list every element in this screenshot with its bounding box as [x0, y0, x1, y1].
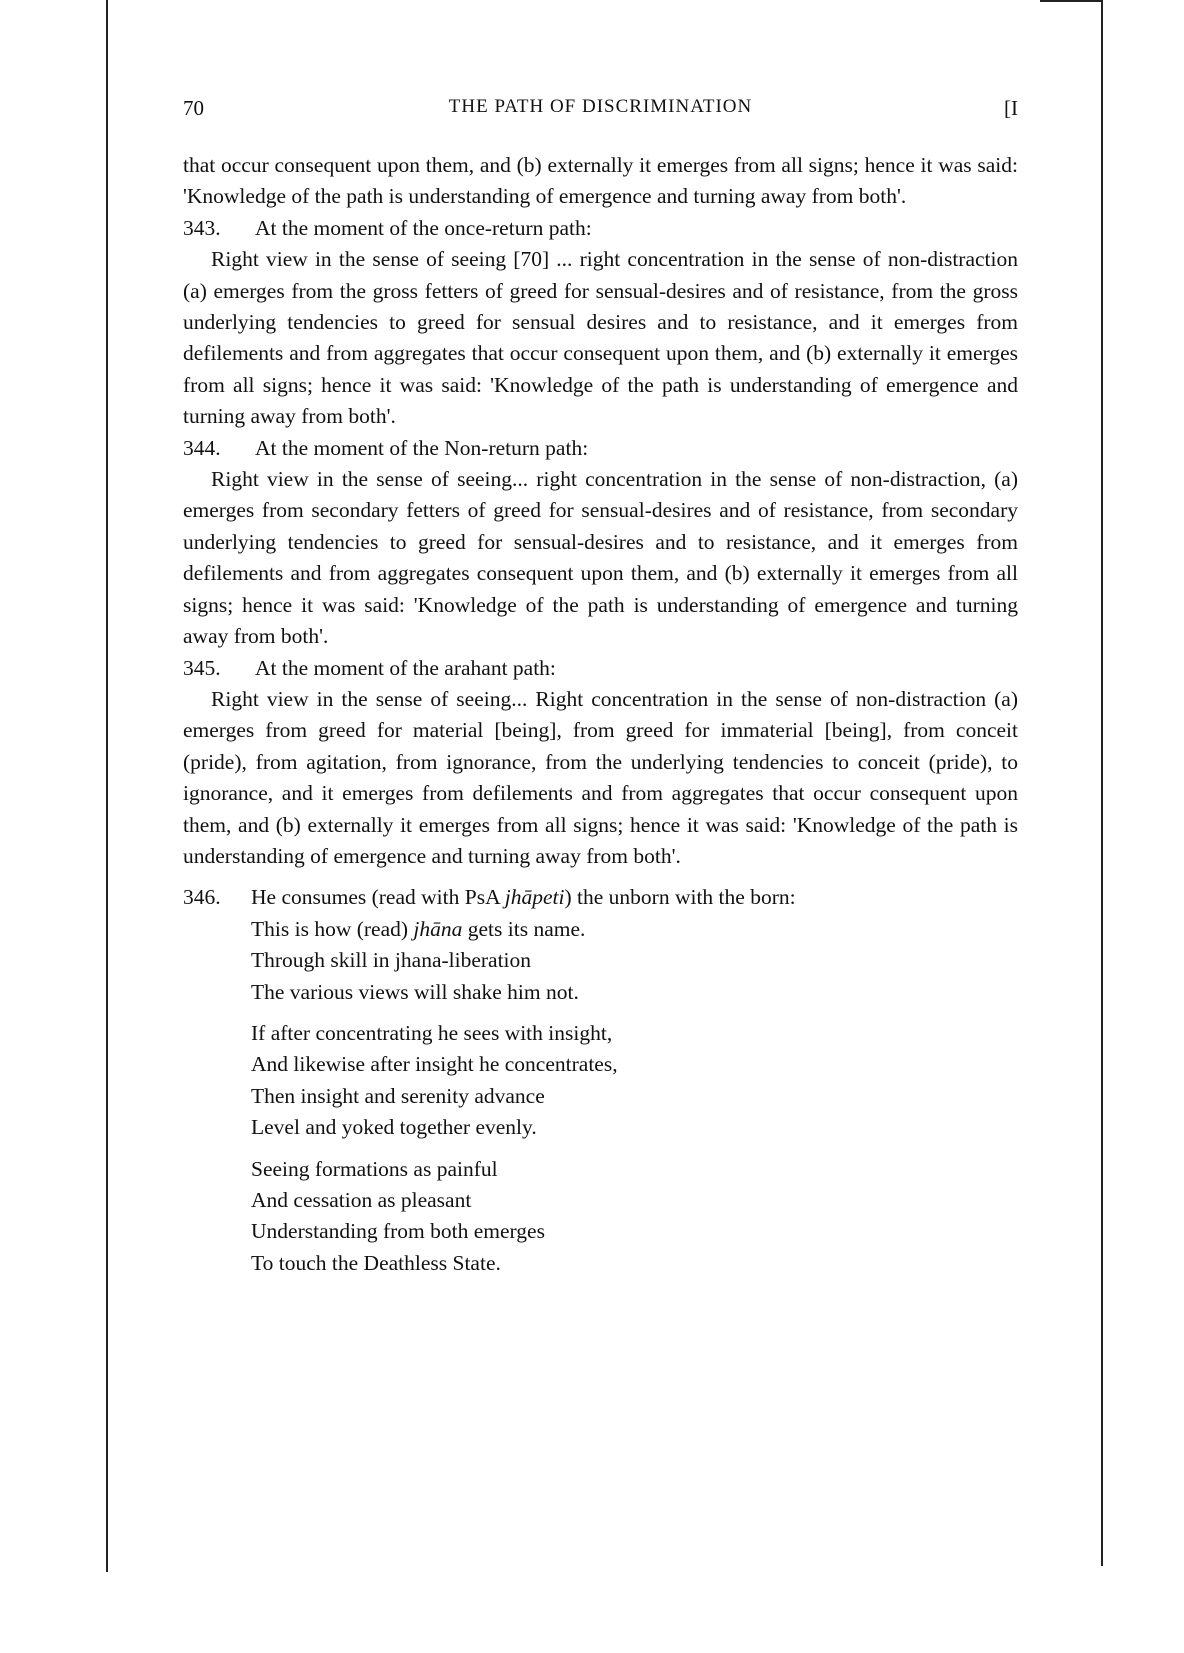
page-number: 70	[183, 96, 204, 120]
verse-line: The various views will shake him not.	[251, 979, 579, 1004]
section-number: 346.	[183, 885, 221, 910]
section-heading-text: At the moment of the once-return path:	[255, 215, 592, 240]
verse-intro-line	[183, 882, 1018, 913]
verse-line: Through skill in jhana-liberation	[251, 948, 532, 973]
verse-line: Level and yoked together evenly.	[251, 1115, 537, 1140]
section-343-heading	[183, 213, 1018, 244]
verse-line: To touch the Deathless State.	[251, 1250, 501, 1275]
verse-line: Then insight and serenity advance	[251, 1083, 545, 1108]
verse-stanza-1	[251, 914, 1018, 1008]
section-345-text: Right view in the sense of seeing... Right concentration in the sense of non-distraction (a) emerges from greed for material [being], from greed for immaterial [being], from conceit (pride), from agitation, from ignorance, from the underlying tendencies to conceit (pride), to ignorance, and it emerges from defilements and from aggregates that occur consequent upon them, and (b) externally it emerges from all signs; hence it was said: 'Knowledge of the path is understanding of emergence and turning away from both'.	[183, 686, 1018, 868]
section-343-text: Right view in the sense of seeing [70] ... right concentration in the sense of non-distraction (a) emerges from the gross fetters of greed for sensual-desires and of resistance, from the gross underlying tendencies to greed for sensual desires and to resistance, and it emerges from defilements and from aggregates that occur consequent upon them, and (b) externally it emerges from all signs; hence it was said: 'Knowledge of the path is understanding of emergence and turning away from both'.	[183, 247, 1018, 429]
section-heading-text: At the moment of the arahant path:	[255, 655, 556, 680]
verse-line: And cessation as pleasant	[251, 1188, 472, 1212]
verse-text: ) the unborn with the born:	[564, 885, 796, 910]
verse-text: gets its name.	[462, 916, 586, 941]
continuation-paragraph: that occur consequent upon them, and (b) externally it emerges from all signs; hence it was said: 'Knowledge of the path is understanding of emergence and turning away from both'.	[183, 153, 1018, 209]
book-page	[183, 96, 1018, 1279]
scan-border-top	[1040, 0, 1102, 2]
verse-text: This is how (read)	[251, 916, 414, 941]
running-title: THE PATH OF DISCRIMINATION	[448, 96, 753, 117]
verse-line	[251, 914, 1018, 945]
verse-stanza-2	[251, 1018, 1018, 1144]
section-345-heading	[183, 653, 1018, 684]
section-number: 345.	[183, 655, 221, 680]
chapter-marker: [I	[1004, 96, 1018, 120]
section-344-heading	[183, 433, 1018, 464]
verse-line: Seeing formations as painful	[251, 1156, 498, 1181]
verse-line: And likewise after insight he concentrates,	[251, 1052, 618, 1077]
scan-border-right	[1101, 0, 1103, 1566]
section-346-verse	[183, 882, 1018, 1279]
verse-stanza-3	[251, 1154, 1018, 1280]
section-number: 343.	[183, 215, 221, 240]
verse-text: He consumes (read with PsA	[251, 885, 505, 910]
page-body	[183, 150, 1018, 1279]
section-heading-text: At the moment of the Non-return path:	[255, 435, 589, 460]
verse-line: If after concentrating he sees with insight,	[251, 1020, 613, 1045]
pali-term: jhāpeti	[504, 885, 565, 910]
scan-border-left	[106, 0, 108, 1572]
section-number: 344.	[183, 435, 221, 460]
pali-term: jhāna	[413, 916, 463, 941]
running-header	[183, 96, 1018, 136]
verse-line: Understanding from both emerges	[251, 1219, 545, 1244]
section-344-text: Right view in the sense of seeing... right concentration in the sense of non-distraction, (a) emerges from secondary fetters of greed for sensual-desires and of resistance, from secondary underlying tendencies to greed for sensual-desires and to resistance, and it emerges from defilements and from aggregates consequent upon them, and (b) externally it emerges from all signs; hence it was said: 'Knowledge of the path is understanding of emergence and turning away from both'.	[183, 467, 1018, 649]
